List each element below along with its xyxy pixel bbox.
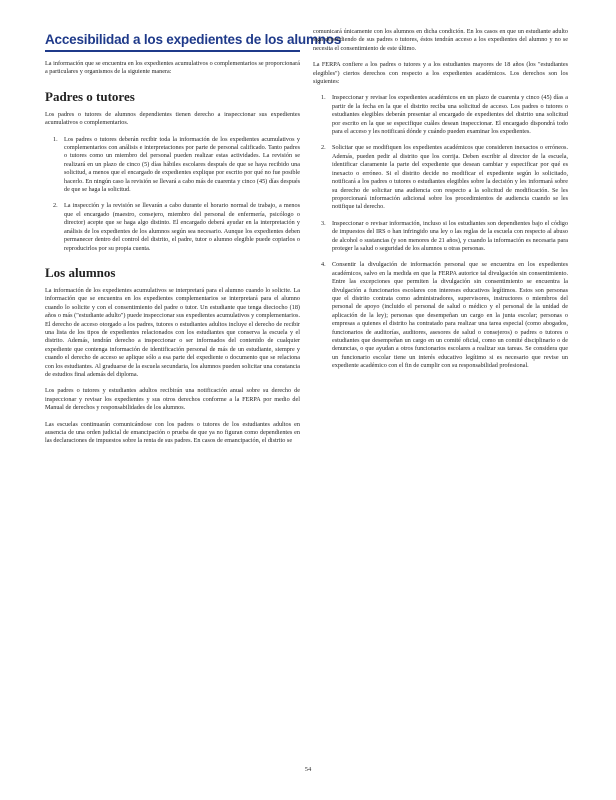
- continuation-paragraph: comunicará únicamente con los alumnos en dicha condición. En los casos en que un estudiante adulto siga dependiendo de sus padres o tutores, éstos tendrán acceso a los expedientes del alumno y no se necesita el consentimiento de este último.: [313, 28, 568, 52]
- students-paragraph-1: La información de los expedientes acumulativos se interpretará para el alumno cuando lo solicite. La información que se encuentra en los expedientes complementarios se interpretará para el alumno cuando lo solicite y con el consentimiento del padre o tutor. Un estudiante que tenga dieciocho (18) años o más ("estudiante adulto") puede inspeccionar sus expedientes acumulativos y complementarios. El derecho de acceso otorgado a los padres, tutores o estudiantes adultos incluye el derecho de recibir una lista de los tipos de expedientes relacionados con los estudiantes que conserva la escuela y el distrito. Además, tendrán derecho a inspeccionar o ser informados del contenido de cualquier expediente que contenga información de identificación personal de más de un estudiante, siempre y cuando el derecho de acceso se aplique sólo a esa parte del expediente o documento que se relaciona con los estudiantes. Al graduarse de la escuela secundaria, los alumnos pueden solicitar una constancia de estudios final además del diploma.: [45, 286, 300, 378]
- parents-intro: Los padres o tutores de alumnos dependientes tienen derecho a inspeccionar sus expedientes acumulativos o complementarios.: [45, 110, 300, 127]
- ferpa-rights-list: [313, 94, 568, 370]
- parents-list: [45, 136, 300, 253]
- students-paragraph-3: Las escuelas continuarán comunicándose con los padres o tutores de los estudiantes adultos en ausencia de una orden judicial de emancipación o prueba de que ya no figuran como dependientes en las declaraciones de impuestos sobre la renta de sus padres. En casos de emancipación, el distrito se: [45, 420, 300, 445]
- list-number: 3.: [321, 219, 326, 227]
- list-item: [313, 220, 568, 254]
- list-item-text: La inspección y la revisión se llevarán a cabo durante el horario normal de trabajo, a menos que el encargado (maestro, consejero, miembro del personal de enfermería, psicólogo o director) acepte que se haga algo distinto. El encargado deberá ayudar en la interpretación y análisis de los expedientes de los alumnos según sea necesario. Aunque los expedientes deben permanecer dentro del control del distrito, el padre, tutor o alumno elegible puede copiarlos o reproducirlos por su propia cuenta.: [64, 202, 300, 252]
- list-item: [313, 94, 568, 136]
- list-item: [45, 202, 300, 252]
- students-heading: Los alumnos: [45, 264, 116, 280]
- list-item-text: Los padres o tutores deberán recibir toda la información de los expedientes acumulativos y complementarios con análisis e interpretaciones por parte de personal calificado. Tanto padres o tutores como un miembro del personal pueden realizar estas actividades. La revisión se realizará en un plazo de cinco (5) días hábiles escolares después de que se haya recibido una solicitud, a menos que el encargado de expedientes explique por escrito por qué no fue posible hacerlo. En ningún caso la revisión se llevará a cabo más de cuarenta y cinco (45) días después de que se haga la solicitud.: [64, 135, 300, 194]
- list-item-text: Inspeccionar o revisar información, incluso si los estudiantes son dependientes bajo el código de impuestos del IRS o han infringido una ley o las reglas de la escuela con respecto al abuso de alcohol o sustancias (y son menores de 21 años), y cuando la información es necesaria para proteger la salud o seguridad de los alumnos u otras personas.: [332, 219, 568, 252]
- list-item-text: Solicitar que se modifiquen los expedientes académicos que consideren inexactos o erróneos. Además, pueden pedir al distrito que los corrija. Deben escribir al director de la escuela, identificar claramente la parte del expediente que desean cambiar y especificar por qué es inexacto o erróneo. Si el distrito decide no modificar el expediente según lo solicitado, notificará a los padres o tutores o estudiantes elegibles sobre la decisión y les informará sobre su derecho de solicitar una audiencia con respecto a la solicitud de modificación. Se les proporcionará información adicional sobre los procedimientos de audiencia cuando se les notifique tal derecho.: [332, 144, 568, 211]
- right-column: [313, 28, 568, 379]
- ferpa-intro: La FERPA confiere a los padres o tutores y a los estudiantes mayores de 18 años (los "estudiantes elegibles") ciertos derechos con respecto a los expedientes académicos. Los derechos son los siguientes:: [313, 61, 568, 86]
- list-item: [313, 261, 568, 370]
- list-item: [45, 136, 300, 195]
- left-column: [45, 28, 342, 452]
- list-item: [313, 144, 568, 211]
- students-paragraph-2: Los padres o tutores y estudiantes adultos recibirán una notificación anual sobre su derecho de inspeccionar y revisar los expedientes y sus otros derechos conforme a la FERPA por medio del Manual de derechos y responsabilidades de los alumnos.: [45, 387, 300, 412]
- list-number: 4.: [321, 261, 326, 269]
- list-number: 1.: [53, 135, 58, 143]
- list-item-text: Inspeccionar y revisar los expedientes académicos en un plazo de cuarenta y cinco (45) días a partir de la fecha en la que el distrito reciba una solicitud de acceso. Los padres o tutores o estudiantes elegibles deberán presentar al encargado de expedientes del distrito una solicitud por escrito en la que se especifique cuáles desean inspeccionar. El encargado dispondrá todo para el acceso y les notificará dónde y cuándo pueden examinar los expedientes.: [332, 94, 568, 136]
- intro-paragraph: La información que se encuentra en los expedientes acumulativos o complementarios se proporcionará a particulares y organismos de la siguiente manera:: [45, 60, 300, 76]
- list-item-text: Consentir la divulgación de información personal que se encuentra en los expedientes académicos, salvo en la medida en que la FERPA autorice tal divulgación sin consentimiento. Entre las excepciones que permiten la divulgación sin consentimiento se encuentra la divulgación a funcionarios escolares con intereses educativos legítimos. Estos son personas que el distrito contrata como administradores, supervisores, instructores o miembros del personal de apoyo (incluido el personal de salud o médico y el personal de la unidad de aplicación de la ley); personas que desempeñan un cargo en la junta escolar; personas o empresas a quienes el distrito ha contratado para realizar una tarea especial (como abogados, funcionarios de auditorías, auditores, asesores de salud o consejeros) o padres o tutores o estudiantes que desempeñan un cargo en un comité oficial, como un comité disciplinario o de denuncias, o que ayudan a otros funcionarios escolares a realizar sus tareas. Se considera que un funcionario escolar tiene un interés educativo legítimo si es necesario que revise un expediente académico con el fin de cumplir con su responsabilidad profesional.: [332, 261, 568, 370]
- list-number: 2.: [321, 144, 326, 152]
- list-number: 1.: [321, 94, 326, 102]
- page-title: Accesibilidad a los expedientes de los alumnos: [45, 28, 300, 52]
- list-number: 2.: [53, 202, 58, 210]
- parents-heading: Padres o tutores: [45, 88, 135, 104]
- page-number: 54: [304, 766, 312, 773]
